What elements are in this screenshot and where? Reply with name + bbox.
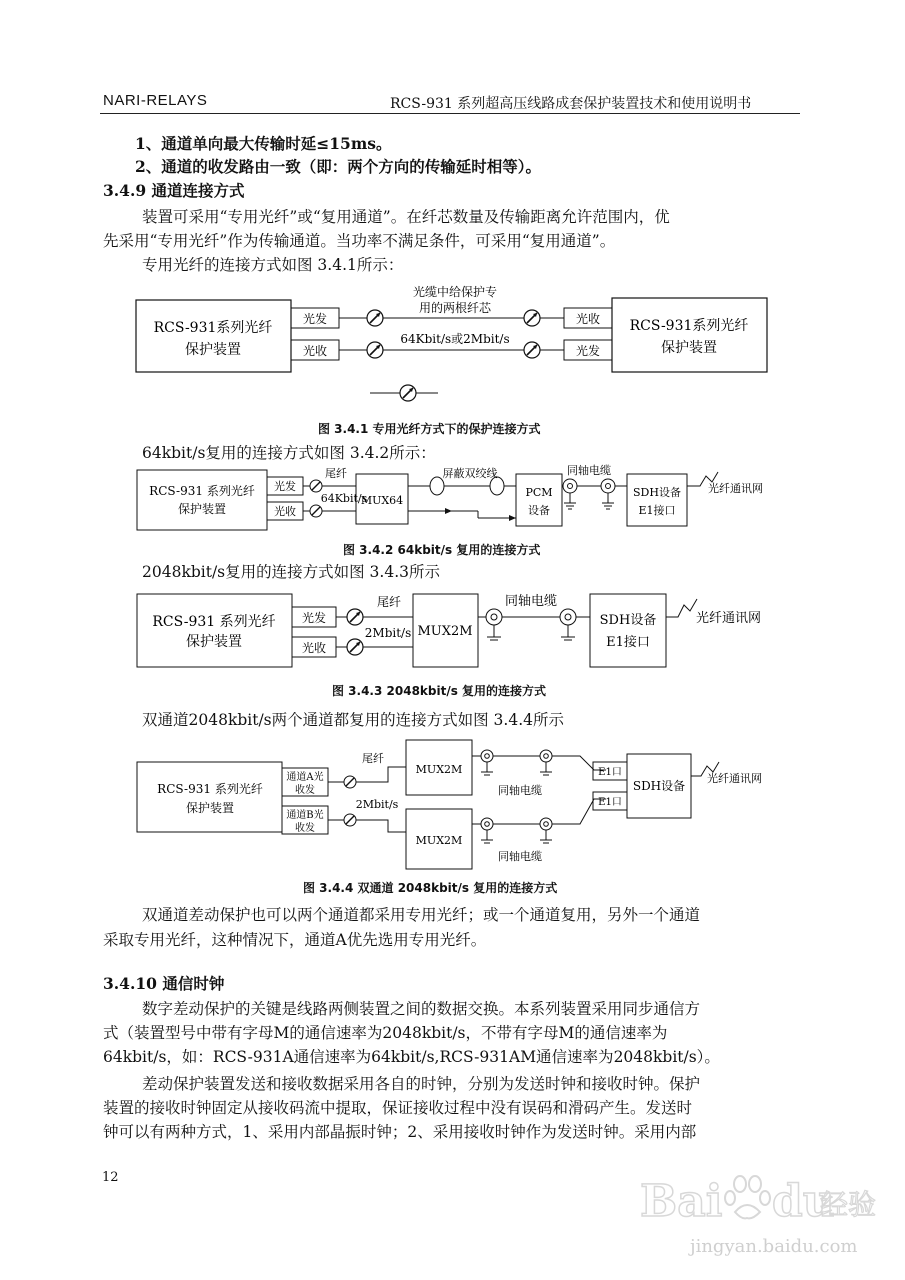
mux-label: MUX2M	[415, 834, 463, 847]
coax-label: 同轴电缆	[498, 850, 542, 863]
ground-icon	[564, 493, 576, 509]
figure-intro: 64kbit/s复用的连接方式如图 3.4.2所示：	[142, 444, 436, 462]
paragraph-line: 采取专用光纤，这种情况下，通道A优先选用专用光纤。	[103, 931, 487, 949]
twisted-pair-label: 屏蔽双绞线	[442, 467, 498, 480]
device-b-box	[612, 298, 767, 372]
sdh-box	[590, 594, 666, 667]
device-a-label: 保护装置	[185, 342, 241, 358]
header-rule	[100, 113, 800, 114]
fiber-connector-icon	[310, 480, 322, 492]
network-label: 光纤通讯网	[708, 482, 763, 495]
tx-label: 光发	[301, 611, 327, 625]
mux-label: MUX2M	[417, 624, 473, 639]
ground-icon	[481, 830, 493, 843]
ground-icon	[540, 830, 552, 843]
mux-label: MUX64	[360, 494, 404, 507]
cable-label: 用的两根纤芯	[418, 301, 492, 315]
tx-label: 光发	[274, 480, 296, 493]
sdh-box	[627, 474, 687, 526]
figure-3-4-4	[0, 732, 905, 872]
device-label: 保护装置	[185, 801, 235, 815]
device-a-box	[136, 300, 291, 372]
ground-icon	[561, 625, 575, 640]
device-b-label: 保护装置	[661, 340, 717, 356]
pcm-box	[516, 474, 562, 526]
paw-icon	[725, 1176, 770, 1218]
tx-label: 光发	[302, 312, 328, 326]
rx-label: 光收	[301, 641, 327, 655]
device-label: 保护装置	[186, 634, 242, 650]
device-label: RCS-931 系列光纤	[152, 614, 276, 630]
rate-label: 64Kbit/s或2Mbit/s	[400, 332, 510, 346]
pigtail-label: 尾纤	[362, 752, 384, 765]
coax-label: 同轴电缆	[498, 784, 542, 797]
ground-icon	[540, 762, 552, 775]
watermark-brand-cn: 经验	[820, 1188, 877, 1221]
figure-caption: 图 3.4.3 2048kbit/s 复用的连接方式	[332, 684, 547, 698]
figure-3-4-2	[0, 462, 905, 540]
coax-connector-icon	[560, 609, 576, 625]
e1-label: E1口	[598, 797, 622, 808]
device-label: RCS-931 系列光纤	[157, 782, 263, 796]
sdh-label: SDH设备	[633, 486, 681, 499]
coax-connector-icon	[540, 750, 552, 762]
pcm-label: 设备	[528, 504, 550, 517]
e1-label: E1口	[598, 767, 622, 778]
paragraph-line: 钟可以有两种方式，1、采用内部晶振时钟；2、采用接收时钟作为发送时钟。采用内部	[103, 1123, 697, 1141]
requirement-2: 2、通道的收发路由一致（即：两个方向的传输延时相等）。	[135, 157, 542, 176]
coax-connector-icon	[481, 750, 493, 762]
network-label: 光纤通讯网	[696, 611, 762, 626]
device-box	[137, 470, 267, 530]
fiber-connector-legend-icon	[400, 385, 416, 401]
tx-label: 光发	[575, 344, 601, 358]
paragraph-line: 64kbit/s，如：RCS-931A通信速率为64kbit/s,RCS-931AM通信速率为2048kbit/s）。	[103, 1048, 720, 1066]
fiber-connector-icon	[344, 776, 356, 788]
watermark-brand: du	[772, 1176, 835, 1227]
pcm-label: PCM	[525, 486, 553, 499]
paragraph-line: 装置的接收时钟固定从接收码流中提取，保证接收过程中没有误码和滑码产生。发送时	[103, 1099, 693, 1117]
sdh-label: SDH设备	[599, 613, 657, 628]
fiber-connector-icon	[310, 505, 322, 517]
ground-icon	[602, 493, 614, 509]
ground-icon	[481, 762, 493, 775]
sdh-label: E1接口	[638, 504, 676, 517]
channel-a-label: 通道A光	[286, 772, 324, 783]
figure-intro: 双通道2048kbit/s两个通道都复用的连接方式如图 3.4.4所示	[142, 711, 564, 729]
device-b-label: RCS-931系列光纤	[629, 318, 749, 334]
channel-a-label: 收发	[295, 785, 315, 796]
figure-caption: 图 3.4.1 专用光纤方式下的保护连接方式	[318, 422, 541, 436]
paragraph-line: 专用光纤的连接方式如图 3.4.1所示：	[142, 256, 404, 274]
coax-connector-icon	[486, 609, 502, 625]
paragraph-line: 差动保护装置发送和接收数据采用各自的时钟，分别为发送时钟和接收时钟。保护	[142, 1075, 701, 1093]
fiber-connector-icon	[367, 342, 383, 358]
figure-caption: 图 3.4.4 双通道 2048kbit/s 复用的连接方式	[303, 881, 558, 895]
device-box	[137, 594, 292, 667]
page-number: 12	[102, 1170, 119, 1185]
requirement-1: 1、通道单向最大传输时延≤15ms。	[135, 134, 392, 153]
paragraph-line: 装置可采用“专用光纤”或“复用通道”。在纤芯数量及传输距离允许范围内，优	[142, 208, 670, 226]
fiber-connector-icon	[347, 609, 363, 625]
coax-connector-icon	[601, 479, 615, 493]
network-label: 光纤通讯网	[707, 772, 762, 785]
sdh-label: E1接口	[606, 635, 650, 650]
mux-label: MUX2M	[415, 763, 463, 776]
rx-label: 光收	[302, 344, 328, 358]
rx-label: 光收	[274, 505, 296, 518]
section-title-3410: 3.4.10 通信时钟	[103, 974, 225, 993]
rate-label: 2Mbit/s	[364, 626, 412, 640]
watermark-brand: Bai	[640, 1176, 723, 1227]
device-label: 保护装置	[177, 502, 227, 516]
coax-label: 同轴电缆	[567, 464, 611, 477]
fiber-connector-icon	[347, 639, 363, 655]
pigtail-label: 尾纤	[325, 467, 347, 480]
figure-intro: 2048kbit/s复用的连接方式如图 3.4.3所示	[142, 563, 440, 581]
coax-connector-icon	[540, 818, 552, 830]
device-a-label: RCS-931系列光纤	[153, 320, 273, 336]
fiber-connector-icon	[524, 310, 540, 326]
baidu-watermark	[640, 1170, 877, 1260]
fiber-connector-icon	[367, 310, 383, 326]
coax-connector-icon	[481, 818, 493, 830]
coax-label: 同轴电缆	[504, 594, 558, 609]
figure-3-4-3	[0, 582, 905, 677]
fiber-connector-icon	[524, 342, 540, 358]
watermark-url: jingyan.baidu.com	[690, 1236, 858, 1257]
rate-label: 64Kbit/s	[320, 492, 368, 505]
rate-label: 2Mbit/s	[355, 798, 399, 811]
paragraph-line: 数字差动保护的关键是线路两侧装置之间的数据交换。本系列装置采用同步通信方	[142, 1000, 701, 1018]
rx-label: 光收	[575, 312, 601, 326]
ground-icon	[487, 625, 501, 640]
header-brand: NARI-RELAYS	[103, 92, 208, 109]
cable-label: 光缆中给保护专	[412, 285, 498, 299]
device-box	[137, 762, 282, 832]
fiber-connector-icon	[344, 814, 356, 826]
pigtail-label: 尾纤	[376, 595, 402, 609]
paragraph-line: 先采用“专用光纤”作为传输通道。当功率不满足条件，可采用“复用通道”。	[103, 232, 616, 250]
figure-caption: 图 3.4.2 64kbit/s 复用的连接方式	[343, 543, 541, 557]
sdh-label: SDH设备	[632, 779, 686, 793]
header-title: RCS-931 系列超高压线路成套保护装置技术和使用说明书	[390, 96, 752, 112]
section-title-349: 3.4.9 通道连接方式	[103, 181, 245, 200]
paragraph-line: 双通道差动保护也可以两个通道都采用专用光纤；或一个通道复用，另外一个通道	[142, 906, 701, 924]
device-label: RCS-931 系列光纤	[149, 484, 255, 498]
coax-connector-icon	[563, 479, 577, 493]
channel-b-label: 收发	[295, 823, 315, 834]
channel-b-label: 通道B光	[286, 810, 324, 821]
paragraph-line: 式（装置型号中带有字母M的通信速率为2048kbit/s，不带有字母M的通信速率为	[103, 1024, 668, 1042]
figure-3-4-1	[0, 280, 905, 420]
